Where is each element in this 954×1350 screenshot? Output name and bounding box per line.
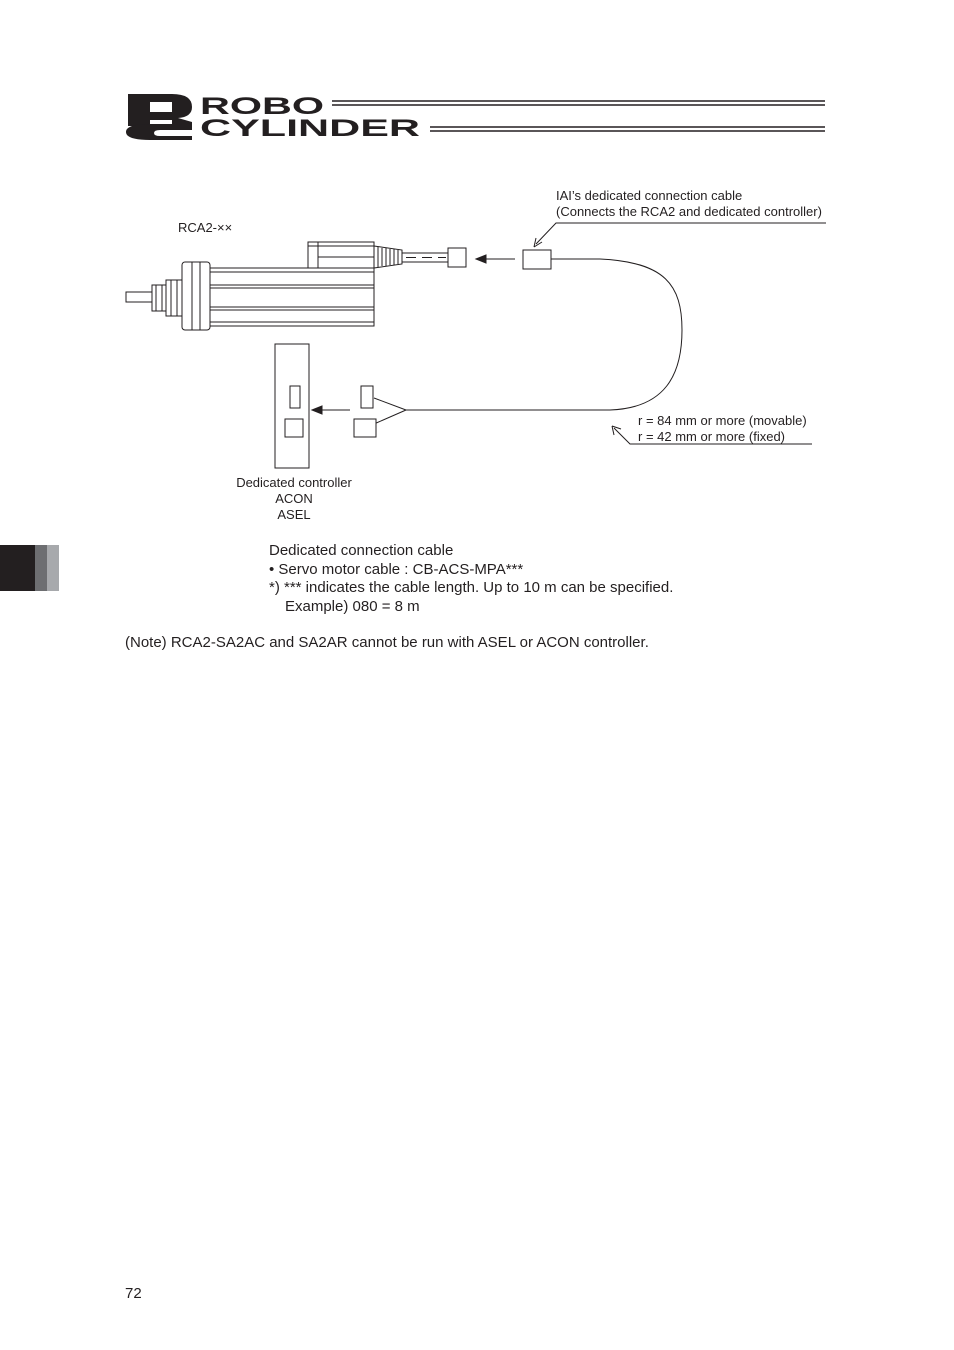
wiring-diagram (0, 0, 954, 530)
compatibility-note: (Note) RCA2-SA2AC and SA2AR cannot be run with ASEL or ACON controller. (125, 634, 649, 651)
controller-label-line2: ACON (275, 491, 313, 506)
cable-label-line1: IAI’s dedicated connection cable (556, 188, 743, 203)
controller-label-line3: ASEL (277, 507, 311, 522)
chapter-side-tab (0, 545, 59, 591)
cable-connector-controller-2 (354, 419, 376, 437)
controller-label (220, 475, 368, 523)
logo-line1: ROBO (200, 93, 324, 120)
notes-item-example: Example) 080 = 8 m (285, 597, 420, 615)
notes-item-length: *) *** indicates the cable length. Up to 10 m can be specified. (269, 579, 674, 596)
radius-label (638, 413, 807, 445)
controller-label-line1: Dedicated controller (236, 475, 352, 490)
page-number: 72 (125, 1285, 142, 1302)
cable-connector-controller-1 (361, 386, 373, 408)
actuator-rod (126, 280, 182, 316)
connection-cable (406, 259, 682, 410)
actuator-body (210, 268, 374, 326)
radius-label-line1: r = 84 mm or more (movable) (638, 413, 807, 428)
cable-strain-relief (374, 246, 402, 268)
notes-item-cable: • Servo motor cable : CB-ACS-MPA*** (269, 560, 524, 578)
actuator-flange (182, 262, 210, 330)
actuator-label: RCA2-×× (178, 220, 233, 235)
actuator-motor-housing (308, 242, 374, 268)
cable-label (556, 188, 822, 220)
cable-label-line2: (Connects the RCA2 and dedicated controller) (556, 204, 822, 219)
actuator-connector (448, 248, 466, 267)
notes-title: Dedicated connection cable (269, 542, 454, 559)
radius-label-line2: r = 42 mm or more (fixed) (638, 429, 786, 444)
notes-block (269, 542, 673, 616)
logo-line2: CYLINDER (200, 115, 420, 142)
cable-connector-actuator-side (523, 250, 551, 269)
